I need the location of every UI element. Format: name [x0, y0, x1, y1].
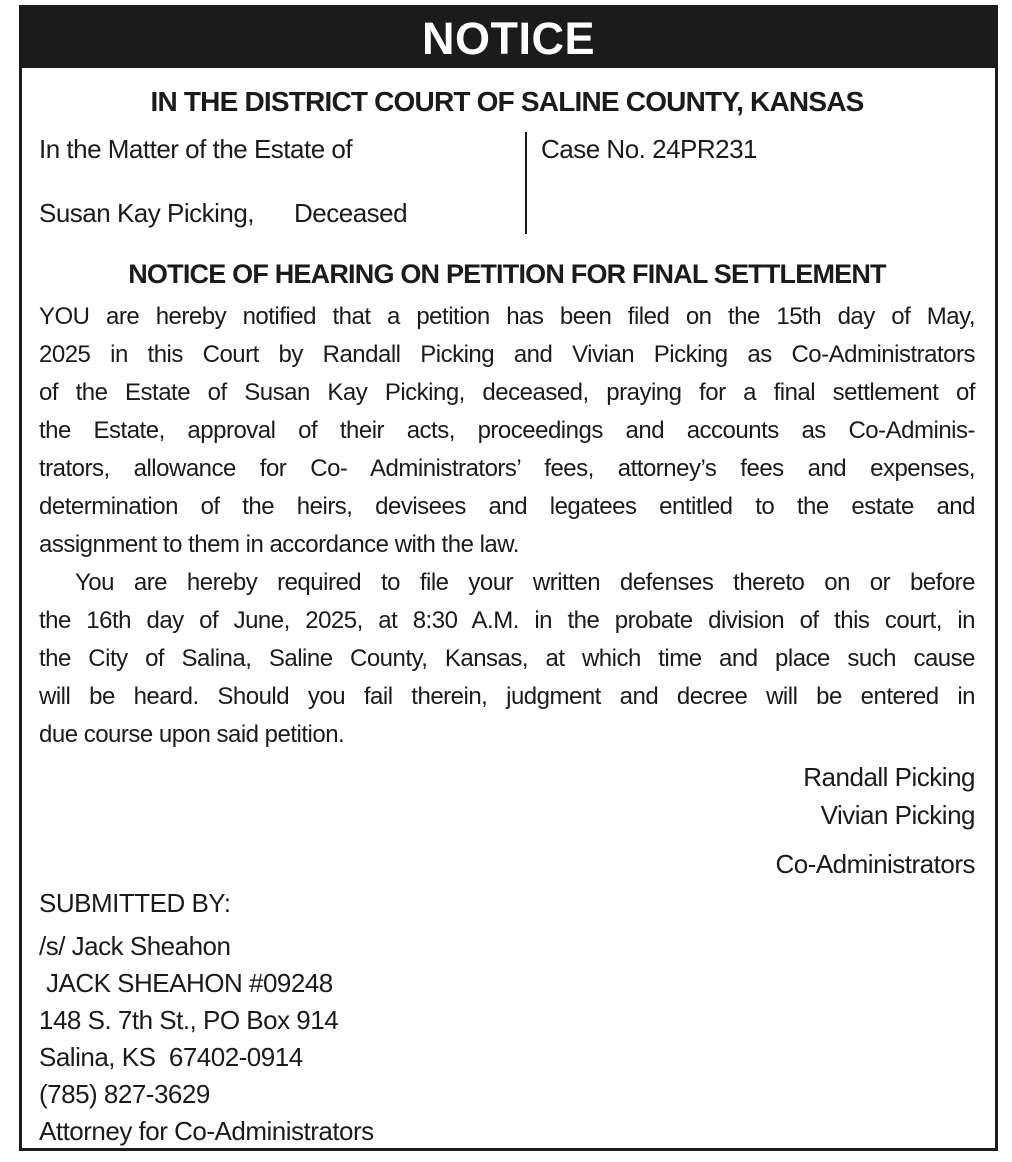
estate-name: Susan Kay Picking,: [39, 198, 255, 228]
attorney-phone: (785) 827-3629: [39, 1079, 210, 1109]
attorney-signature: /s/ Jack Sheahon: [39, 931, 231, 961]
text-line: assignment to them in accordance with the law.: [39, 531, 519, 558]
body-paragraph-2: [39, 564, 975, 754]
notice-content: [22, 84, 995, 1150]
text-line: the 16th day of June, 2025, at 8:30 A.M. in the probate division of this court, in: [39, 607, 975, 634]
attorney-role: Attorney for Co-Administrators: [39, 1116, 374, 1146]
hearing-heading: NOTICE OF HEARING ON PETITION FOR FINAL SETTLEMENT: [128, 259, 886, 289]
notice-banner-title: NOTICE: [421, 12, 595, 64]
text-line: the City of Salina, Saline County, Kansas, at which time and place such cause: [39, 645, 975, 672]
text-line: 2025 in this Court by Randall Picking and Vivian Picking as Co-Administrators: [39, 341, 975, 368]
matter-line: In the Matter of the Estate of: [39, 134, 353, 164]
text-line: determination of the heirs, devisees and legatees entitled to the estate and: [39, 493, 975, 520]
attorney-address-1: 148 S. 7th St., PO Box 914: [39, 1005, 339, 1035]
text-line: trators, allowance for Co- Administrators’ fees, attorney’s fees and expenses,: [39, 455, 975, 482]
deceased-label: Deceased: [294, 198, 408, 228]
body-paragraph-1: [39, 298, 975, 564]
signatory-role: Co-Administrators: [775, 849, 975, 879]
text-line: YOU are hereby notified that a petition has been filed on the 15th day of May,: [39, 303, 975, 330]
signatory-name: Randall Picking: [803, 762, 975, 792]
case-caption: [39, 132, 975, 234]
text-line: will be heard. Should you fail therein, judgment and decree will be entered in: [39, 683, 975, 710]
notice-box: [19, 5, 998, 1151]
signatory-name: Vivian Picking: [820, 800, 975, 830]
notice-banner: [22, 8, 995, 68]
case-caption-left: [39, 132, 527, 234]
case-caption-right: [527, 132, 975, 234]
estate-line: [39, 196, 525, 230]
text-line: You are hereby required to file your written defenses thereto on or before: [75, 569, 975, 596]
signatory-names: [39, 758, 975, 834]
attorney-name-bar: JACK SHEAHON #09248: [46, 968, 333, 998]
attorney-block: [39, 928, 975, 1150]
court-heading: IN THE DISTRICT COURT OF SALINE COUNTY, KANSAS: [150, 86, 864, 117]
submitted-by-label: SUBMITTED BY:: [39, 888, 231, 918]
text-line: of the Estate of Susan Kay Picking, deceased, praying for a final settlement of: [39, 379, 975, 406]
text-line: the Estate, approval of their acts, proceedings and accounts as Co-Adminis-: [39, 417, 975, 444]
case-number: Case No. 24PR231: [541, 134, 758, 164]
text-line: due course upon said petition.: [39, 721, 345, 748]
attorney-address-2: Salina, KS 67402-0914: [39, 1042, 303, 1072]
